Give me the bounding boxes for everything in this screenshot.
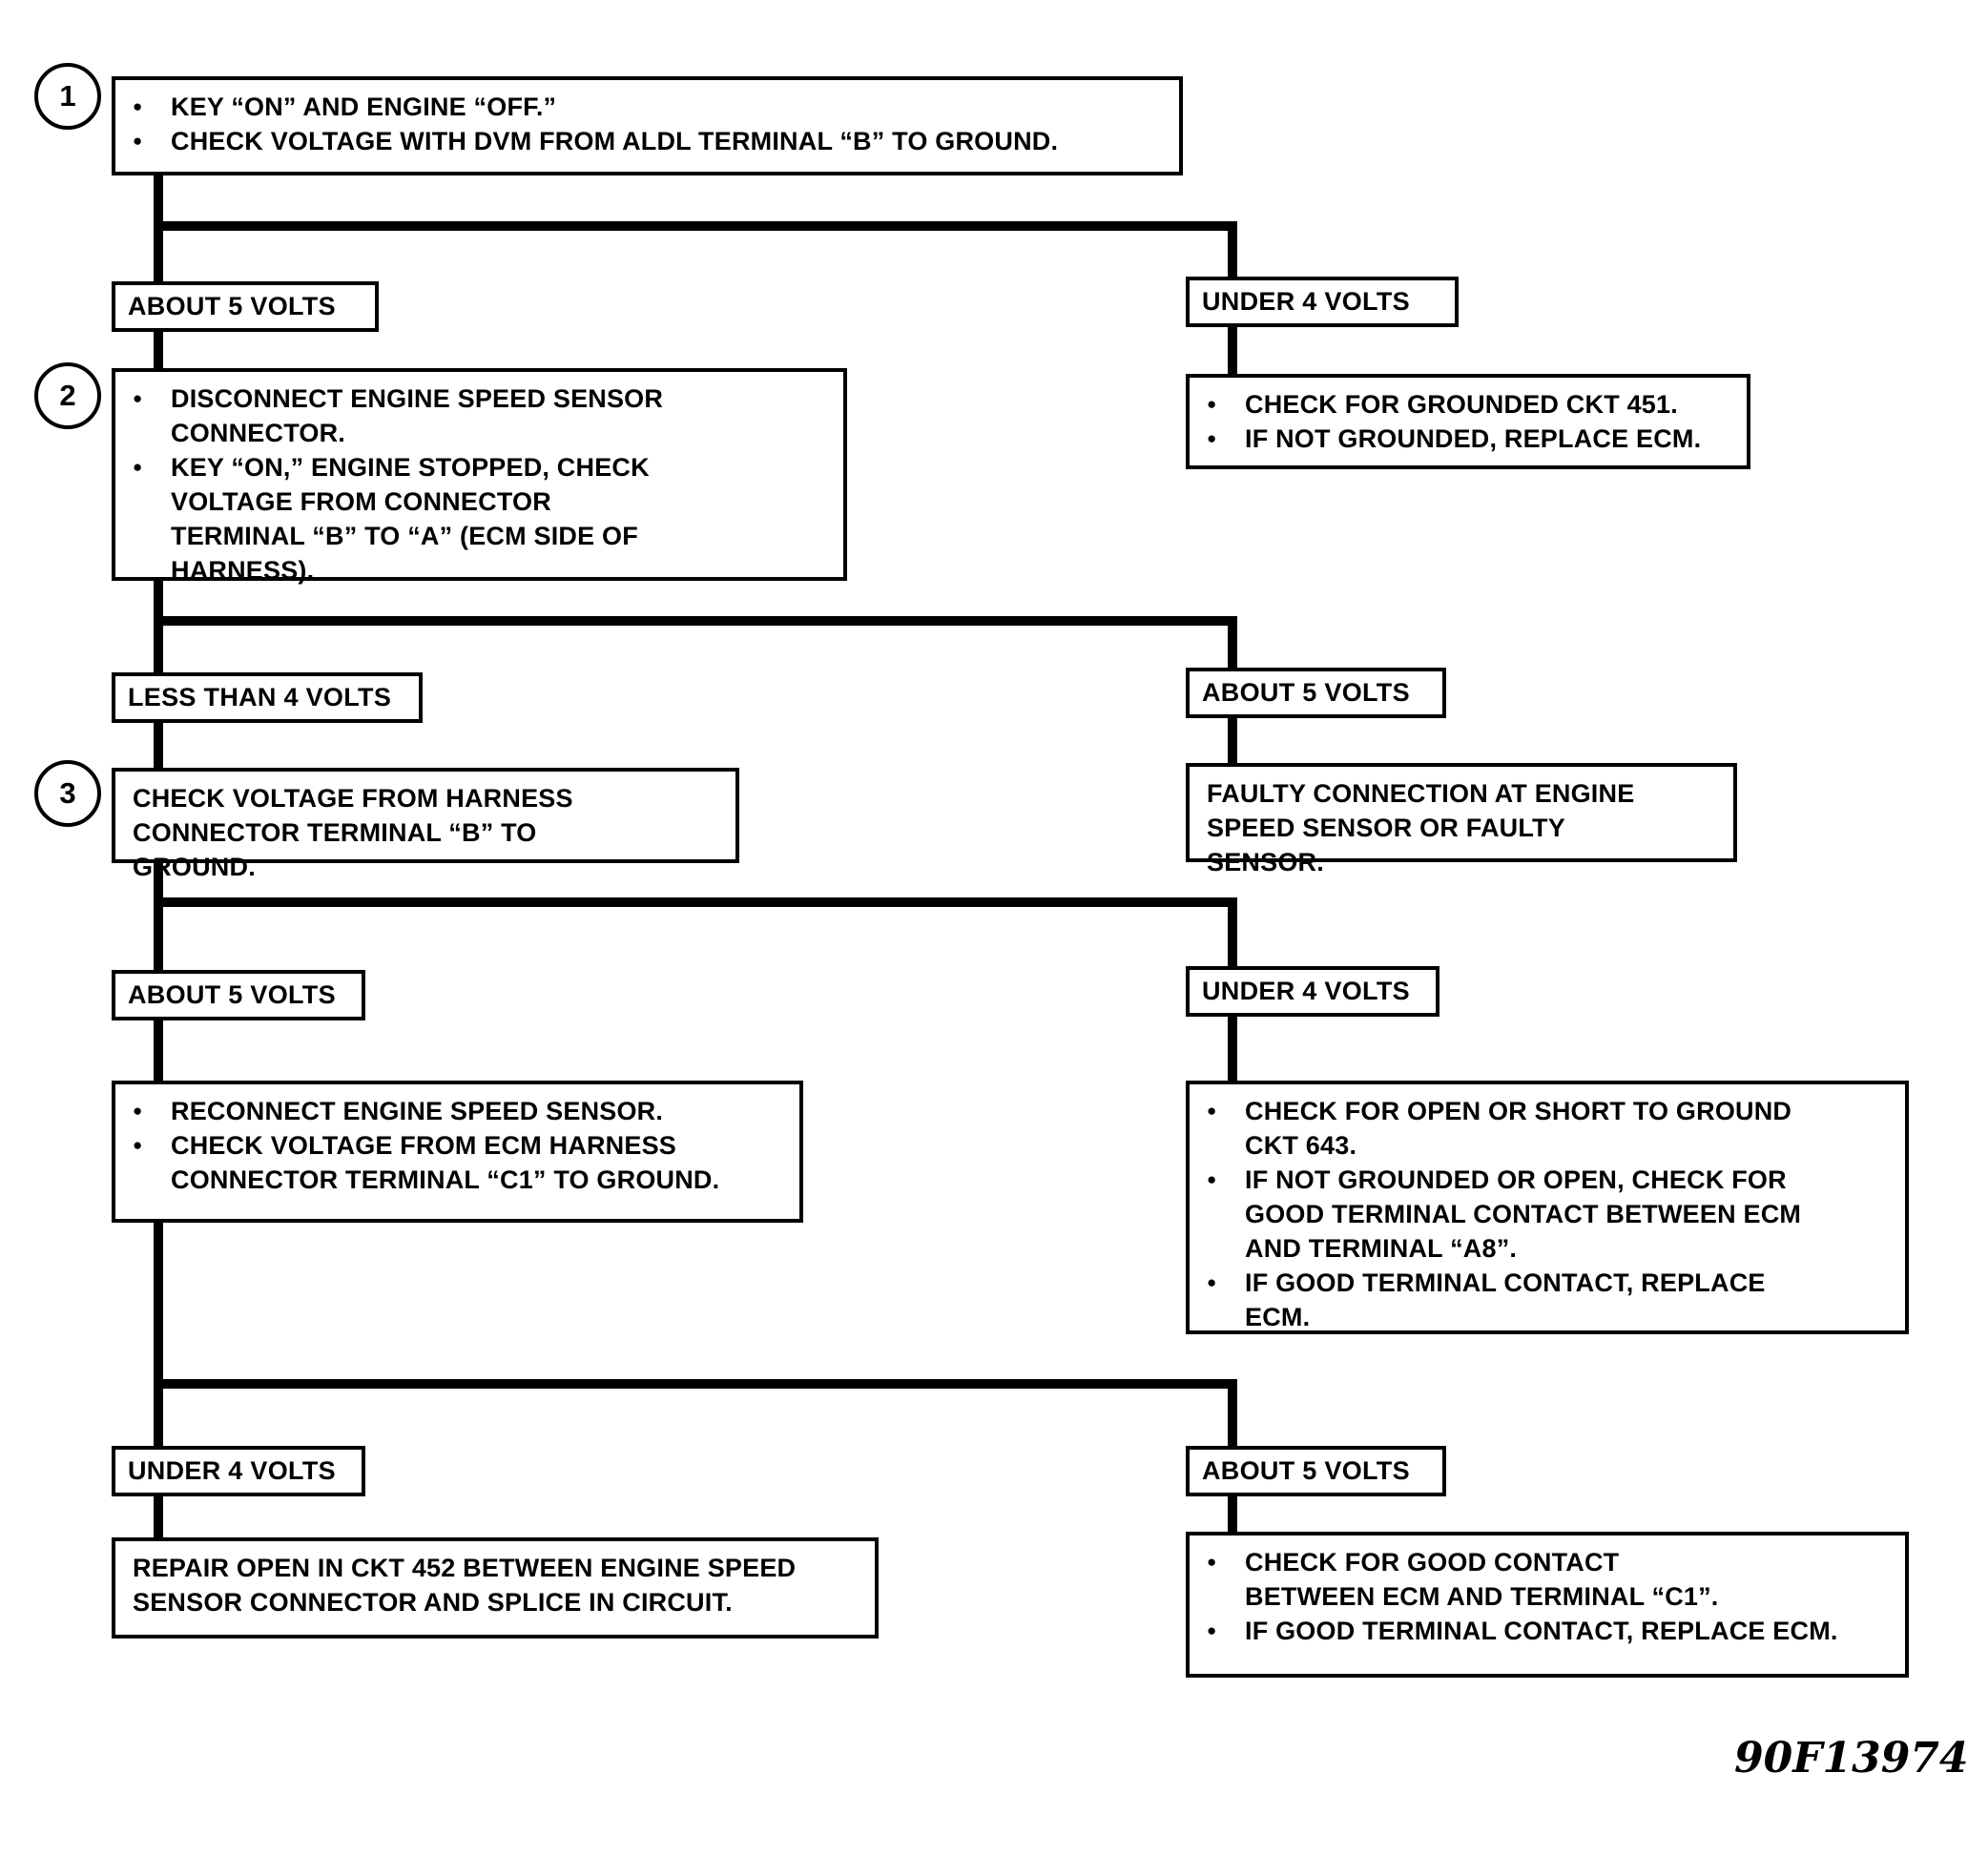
instruction-text: CHECK VOLTAGE FROM HARNESS CONNECTOR TERMINAL “B” TO GROUND.	[133, 784, 573, 881]
instruction-line	[1205, 387, 1731, 422]
connector-left-label4-to-box	[154, 1494, 163, 1539]
connector-right-label2-to-box	[1228, 716, 1237, 765]
node-repair-ckt452	[112, 1537, 879, 1639]
branch-label-text: UNDER 4 VOLTS	[1202, 287, 1410, 316]
instruction-text: FAULTY CONNECTION AT ENGINE SPEED SENSOR OR FAULTY SENSOR.	[1207, 779, 1635, 876]
connector-drop-right-2	[1228, 616, 1237, 670]
bullet-icon: ●	[1207, 429, 1217, 447]
node-check-ckt451	[1186, 374, 1750, 469]
instruction-text: REPAIR OPEN IN CKT 452 BETWEEN ENGINE SPEED SENSOR CONNECTOR AND SPLICE IN CIRCUIT.	[133, 1554, 797, 1617]
step-1-marker	[34, 63, 101, 130]
instruction-text: RECONNECT ENGINE SPEED SENSOR.	[171, 1097, 664, 1125]
node-step1	[112, 76, 1183, 175]
bullet-icon: ●	[1207, 1102, 1217, 1120]
figure-number: 90F13974	[1734, 1734, 1969, 1783]
node-faulty-sensor	[1186, 763, 1737, 876]
step-3-number: 3	[59, 776, 76, 810]
instruction-line	[1205, 1266, 1890, 1334]
bullet-icon: ●	[133, 97, 143, 115]
instruction-line	[131, 1094, 784, 1128]
connector-drop-right-1	[1228, 221, 1237, 278]
step-2-number: 2	[59, 379, 76, 412]
instruction-line	[131, 124, 1164, 158]
branch-label-text: ABOUT 5 VOLTS	[128, 980, 336, 1009]
connector-left-label1-to-step2	[154, 330, 163, 370]
instruction-line	[131, 90, 1164, 124]
connector-right-label1-to-box	[1228, 325, 1237, 376]
bullet-icon: ●	[1207, 395, 1217, 413]
instruction-line	[1205, 1614, 1890, 1648]
step-3-marker	[34, 760, 101, 827]
connector-trunk-4	[154, 1221, 163, 1448]
instruction-line	[131, 450, 828, 587]
label-under-4-volts-2	[1186, 966, 1439, 1017]
step-2-marker	[34, 362, 101, 429]
connector-rail-4	[154, 1379, 1237, 1389]
connector-right-label4-to-box	[1228, 1494, 1237, 1534]
instruction-text: CHECK FOR OPEN OR SHORT TO GROUND CKT 643.	[1245, 1097, 1792, 1160]
step-1-number: 1	[59, 79, 76, 113]
connector-rail-1	[154, 221, 1237, 231]
connector-trunk-2	[154, 579, 163, 674]
label-about-5-volts-4	[1186, 1446, 1446, 1496]
branch-label-text: ABOUT 5 VOLTS	[1202, 678, 1410, 707]
instruction-text: DISCONNECT ENGINE SPEED SENSOR CONNECTOR.	[171, 384, 664, 447]
instruction-text: CHECK VOLTAGE WITH DVM FROM ALDL TERMINAL “B” TO GROUND.	[171, 127, 1059, 155]
bullet-icon: ●	[133, 1136, 143, 1154]
instruction-text: KEY “ON,” ENGINE STOPPED, CHECK VOLTAGE FROM CONNECTOR TERMINAL “B” TO “A” (ECM SIDE OF HARNESS).	[171, 453, 650, 585]
bullet-icon: ●	[133, 1102, 143, 1120]
branch-label-text: UNDER 4 VOLTS	[1202, 977, 1410, 1005]
bullet-icon: ●	[133, 458, 143, 476]
instruction-line	[131, 1128, 784, 1197]
connector-rail-2	[154, 616, 1237, 626]
instruction-line	[1205, 1094, 1890, 1163]
branch-label-text: UNDER 4 VOLTS	[128, 1456, 336, 1485]
label-about-5-volts-1	[112, 281, 379, 332]
branch-label-text: ABOUT 5 VOLTS	[128, 292, 336, 320]
instruction-line	[1205, 1163, 1890, 1266]
connector-drop-right-4	[1228, 1379, 1237, 1448]
bullet-icon: ●	[1207, 1273, 1217, 1291]
branch-label-text: LESS THAN 4 VOLTS	[128, 683, 392, 711]
label-about-5-volts-2	[1186, 668, 1446, 718]
label-under-4-volts-1	[1186, 277, 1459, 327]
instruction-text: IF GOOD TERMINAL CONTACT, REPLACE ECM.	[1245, 1268, 1766, 1331]
instruction-text: KEY “ON” AND ENGINE “OFF.”	[171, 93, 557, 121]
bullet-icon: ●	[133, 389, 143, 407]
connector-rail-3	[154, 897, 1237, 907]
bullet-icon: ●	[1207, 1621, 1217, 1639]
instruction-text: IF NOT GROUNDED, REPLACE ECM.	[1245, 424, 1702, 453]
instruction-text: CHECK VOLTAGE FROM ECM HARNESS CONNECTOR TERMINAL “C1” TO GROUND.	[171, 1131, 720, 1194]
node-step3	[112, 768, 739, 881]
connector-left-label3-to-box	[154, 1019, 163, 1082]
instruction-text: IF GOOD TERMINAL CONTACT, REPLACE ECM.	[1245, 1617, 1838, 1645]
node-check-ckt643	[1186, 1081, 1909, 1334]
instruction-line	[1205, 422, 1731, 456]
instruction-line	[131, 381, 828, 450]
connector-left-label2-to-step3	[154, 721, 163, 770]
instruction-text: CHECK FOR GROUNDED CKT 451.	[1245, 390, 1678, 419]
bullet-icon: ●	[133, 132, 143, 150]
bullet-icon: ●	[1207, 1170, 1217, 1188]
instruction-text: CHECK FOR GOOD CONTACT BETWEEN ECM AND TERMINAL “C1”.	[1245, 1548, 1719, 1611]
connector-drop-right-3	[1228, 897, 1237, 968]
label-about-5-volts-3	[112, 970, 365, 1020]
connector-right-label3-to-box	[1228, 1015, 1237, 1082]
label-less-than-4-volts	[112, 672, 423, 723]
label-under-4-volts-3	[112, 1446, 365, 1496]
instruction-line	[1205, 1545, 1890, 1614]
branch-label-text: ABOUT 5 VOLTS	[1202, 1456, 1410, 1485]
node-reconnect-sensor	[112, 1081, 803, 1223]
bullet-icon: ●	[1207, 1553, 1217, 1571]
node-check-contact-c1	[1186, 1532, 1909, 1678]
node-step2	[112, 368, 847, 585]
instruction-text: IF NOT GROUNDED OR OPEN, CHECK FOR GOOD TERMINAL CONTACT BETWEEN ECM AND TERMINAL “A8”.	[1245, 1165, 1802, 1263]
